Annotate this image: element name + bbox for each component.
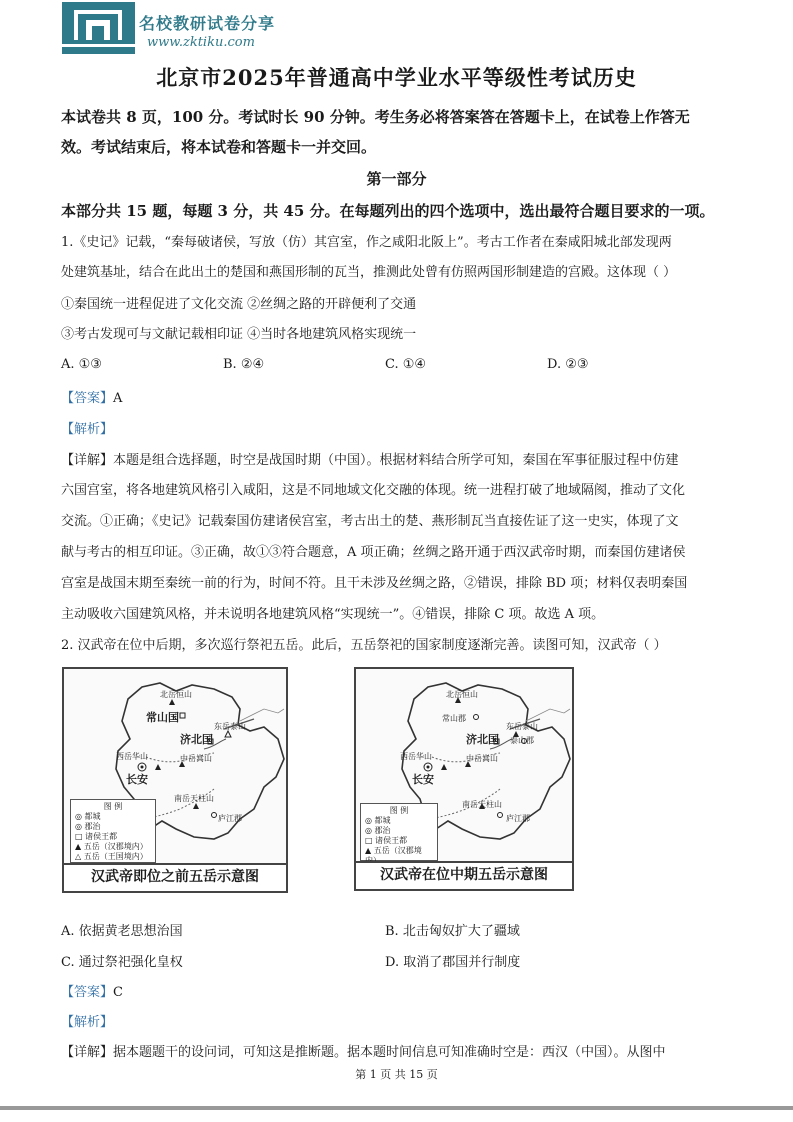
map-2-label-east: 东岳泰山 (506, 722, 538, 731)
page-bottom-divider (0, 1106, 793, 1110)
map-2-label-central: 中岳嵩山 (466, 754, 498, 763)
q1-stem-line-2: 处建筑基址，结合在此出土的楚国和燕国形制的瓦当，推测此处曾有仿照两国形制建造的宫殿。这体现（ ） (61, 265, 677, 280)
q2-detail-line: 【详解】据本题题干的设问词，可知这是推断题。据本题时间信息可知准确时空是：西汉（中国）。从图中 (61, 1045, 666, 1060)
legend-item: □ 诸侯王都 (365, 836, 408, 845)
legend-item: △ 五岳（王国境内） (75, 852, 148, 861)
q1-detail-line: 【详解】本题是组合选择题，时空是战国时期（中国）。根据材料结合所学可知，秦国在军事征服过程中仿建 (61, 453, 679, 468)
legend-title: 图 例 (389, 806, 409, 815)
map-2-label-north: 北岳恒山 (446, 690, 478, 699)
q1-option-c[interactable]: C. ①④ (385, 357, 427, 372)
page-number: 第 1 页 共 15 页 (355, 1068, 438, 1081)
map-1-label-changan: 长安 (126, 773, 148, 786)
q2-option-b[interactable]: B. 北击匈奴扩大了疆域 (385, 924, 520, 939)
logo-url: www.zktiku.com (147, 35, 255, 50)
map-1-legend (70, 799, 156, 863)
map-2-label-lujiang: 庐江郡 (506, 814, 530, 823)
section-instruction: 本部分共 15 题，每题 3 分，共 45 分。在每题列出的四个选项中，选出最符合题目要求的一项。 (61, 202, 715, 220)
q2-answer-label: 【答案】 (61, 985, 114, 1000)
q1-detail-line: 宫室是战国末期至秦统一前的行为，时间不符。且干未涉及丝绸之路，②错误，排除 BD 项；材料仅表明秦国 (61, 576, 688, 591)
q1-detail-line: 交流。①正确；《史记》记载秦国仿建诸侯宫室，考古出土的楚、燕形制瓦当直接佐证了这一史实，体现了文 (61, 514, 679, 529)
q1-answer-value: A (113, 391, 123, 406)
q1-detail-line: 献与考古的相互印证。③正确，故①③符合题意，A 项正确；丝绸之路开通于西汉武帝时期，而秦国仿建诸侯 (61, 545, 686, 560)
map-2-label-changan: 长安 (412, 773, 434, 786)
map-1-label-south: 南岳天柱山 (174, 794, 214, 803)
section-title: 第一部分 (366, 170, 427, 188)
map-1-label-jibei: 济北国 (180, 733, 213, 746)
map-1-label-north: 北岳恒山 (160, 690, 192, 699)
q1-option-a[interactable]: A. ①③ (61, 357, 102, 372)
q1-stem-line-1: 1.《史记》记载，“秦每破诸侯，写放（仿）其宫室，作之咸阳北阪上”。考古工作者在秦咸阳城北部发现两 (61, 235, 672, 250)
q1-statement-1: ①秦国统一进程促进了文化交流 ②丝绸之路的开辟便利了交通 (61, 297, 417, 312)
site-logo[interactable] (62, 2, 282, 58)
legend-item: □ 诸侯王都 (75, 832, 118, 841)
map-2-label-taishan: 泰山郡 (510, 736, 534, 745)
q1-option-b[interactable]: B. ②④ (223, 357, 265, 372)
map-1-label-west: 西岳华山 (116, 752, 148, 761)
map-2-label-changshan: 常山郡 (442, 714, 466, 723)
q2-option-a[interactable]: A. 依据黄老思想治国 (61, 924, 183, 939)
q2-stem: 2. 汉武帝在位中后期，多次巡行祭祀五岳。此后，五岳祭祀的国家制度逐渐完善。读图可知，汉武帝（ ） (61, 638, 667, 653)
page-title: 北京市2025年普通高中学业水平等级性考试历史 (156, 65, 637, 90)
q1-detail-line: 六国宫室，将各地建筑风格引入咸阳，这是不同地域文化交融的体现。统一进程打破了地域隔阂，推动了文化 (61, 483, 686, 498)
q1-analysis-label: 【解析】 (61, 422, 114, 437)
intro-line-2: 效。考试结束后，将本试卷和答题卡一并交回。 (61, 138, 377, 156)
q2-option-d[interactable]: D. 取消了郡国并行制度 (385, 955, 521, 970)
map-2-label-west: 西岳华山 (400, 752, 432, 761)
map-before-accession (62, 667, 288, 893)
legend-item: ◎ 郡治 (365, 826, 391, 835)
map-2-label-jibei: 济北国 (466, 733, 499, 746)
q1-answer (61, 390, 122, 408)
q1-option-d[interactable]: D. ②③ (547, 357, 589, 372)
intro-line-1: 本试卷共 8 页，100 分。考试时长 90 分钟。考生务必将答案答在答题卡上，在试卷上作答无 (61, 108, 690, 126)
map-mid-reign (354, 667, 574, 891)
legend-item: ▲ 五岳（汉郡境内） (75, 842, 148, 851)
map-1-label-changshan: 常山国 (146, 711, 179, 724)
map-1-label-central: 中岳嵩山 (180, 754, 212, 763)
legend-item: ◎ 都城 (75, 812, 101, 821)
map-1-caption: 汉武帝即位之前五岳示意图 (64, 863, 286, 891)
map-2-label-south: 南岳天柱山 (462, 800, 502, 809)
logo-mark-icon (62, 2, 135, 54)
q2-answer (61, 984, 123, 1002)
q1-detail-line: 主动吸收六国建筑风格，并未说明各地建筑风格“实现统一”。④错误，排除 C 项。故选 A 项。 (61, 607, 605, 622)
q2-option-c[interactable]: C. 通过祭祀强化皇权 (61, 955, 183, 970)
map-1-label-east: 东岳泰山 (214, 722, 246, 731)
q1-statement-2: ③考古发现可与文献记载相印证 ④当时各地建筑风格实现统一 (61, 327, 417, 342)
legend-item: ▲ 五岳（汉郡境 (365, 846, 422, 855)
logo-name: 名校教研试卷分享 (139, 14, 276, 33)
map-2-legend (360, 803, 438, 861)
legend-item: ◎ 都城 (365, 816, 391, 825)
legend-title: 图 例 (103, 802, 123, 811)
map-2-caption: 汉武帝在位中期五岳示意图 (356, 861, 572, 889)
q2-analysis-label: 【解析】 (61, 1015, 114, 1030)
map-1-label-lujiang: 庐江郡 (218, 814, 242, 823)
q1-answer-label: 【答案】 (61, 391, 114, 406)
q2-answer-value: C (113, 985, 123, 1000)
legend-item: ◎ 郡治 (75, 822, 101, 831)
